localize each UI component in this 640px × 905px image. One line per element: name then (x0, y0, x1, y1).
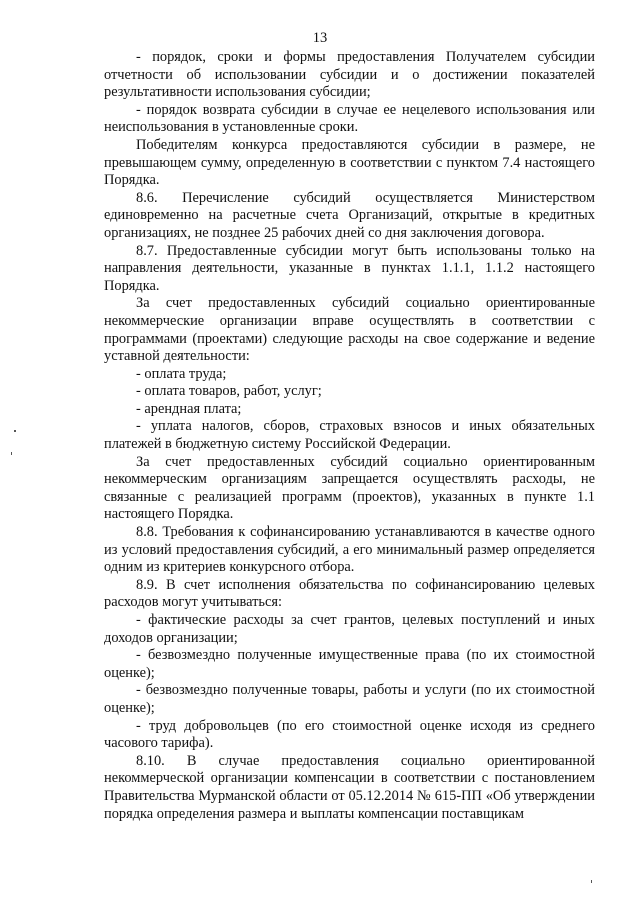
paragraph-8-10: 8.10. В случае предоставления социально ориентированной некоммерческой организации компенсации в соответствии с постановлением Правительства Мурманской области от 05.12.2014 № 615-ПП «Об утверждении порядка определения размера и выплаты компенсации поставщикам (104, 752, 595, 822)
paragraph-8-8: 8.8. Требования к софинансированию устанавливаются в качестве одного из условий предоставления субсидий, а его минимальный размер определяется одним из критериев конкурсного отбора. (104, 524, 595, 576)
paragraph-8-6: 8.6. Перечисление субсидий осуществляется Министерством единовременно на расчетные счета Организаций, открытые в кредитных организациях, не позднее 25 рабочих дней со дня заключения договора. (104, 189, 595, 241)
paragraph-8-7: 8.7. Предоставленные субсидии могут быть использованы только на направления деятельности, указанные в пунктах 1.1.1, 1.1.2 настоящего Порядка. (104, 242, 595, 294)
list-item-goods-services: - оплата товаров, работ, услуг; (136, 383, 322, 400)
scan-speck (591, 880, 592, 883)
paragraph-allowed-expenses: За счет предоставленных субсидий социально ориентированные некоммерческие организации вправе осуществлять в соответствии с программами (проектами) следующие расходы на свое содержание и ведение уставной деятельности: (104, 295, 595, 365)
paragraph-8-9: 8.9. В счет исполнения обязательства по софинансированию целевых расходов могут учитываться: (104, 576, 595, 611)
paragraph-reporting-procedure: - порядок, сроки и формы предоставления Получателем субсидии отчетности об использовании субсидии и о достижении показателей результативности использования субсидии; (104, 49, 595, 101)
paragraph-prohibited-expenses: За счет предоставленных субсидий социально ориентированным некоммерческим организациям запрещается осуществлять расходы, не связанные с реализацией программ (проектов), указанных в пункте 1.1 настоящего Порядка. (104, 453, 595, 523)
list-item-volunteer-labor: - труд добровольцев (по его стоимостной оценке исходя из среднего часового тарифа). (104, 717, 595, 752)
list-item-rent: - арендная плата; (136, 400, 242, 417)
scan-speck (14, 430, 16, 432)
page-number: 13 (312, 30, 328, 46)
paragraph-refund-procedure: - порядок возврата субсидии в случае ее нецелевого использования или неиспользования в установленные сроки. (104, 101, 595, 136)
list-item-actual-expenses: - фактические расходы за счет грантов, целевых поступлений и иных доходов организации; (104, 612, 595, 646)
list-item-salary: - оплата труда; (136, 365, 227, 382)
list-item-property-rights: - безвозмездно полученные имущественные права (по их стоимостной оценке); (104, 647, 595, 681)
list-item-taxes: - уплата налогов, сборов, страховых взносов и иных обязательных платежей в бюджетную систему Российской Федерации. (104, 418, 595, 453)
paragraph-winners-subsidy: Победителям конкурса предоставляются субсидии в размере, не превышающем сумму, определенную в соответствии с пунктом 7.4 настоящего Порядка. (104, 136, 595, 189)
scan-speck (11, 452, 12, 455)
list-item-free-goods: - безвозмездно полученные товары, работы и услуги (по их стоимостной оценке); (104, 682, 595, 716)
document-body (104, 49, 595, 823)
